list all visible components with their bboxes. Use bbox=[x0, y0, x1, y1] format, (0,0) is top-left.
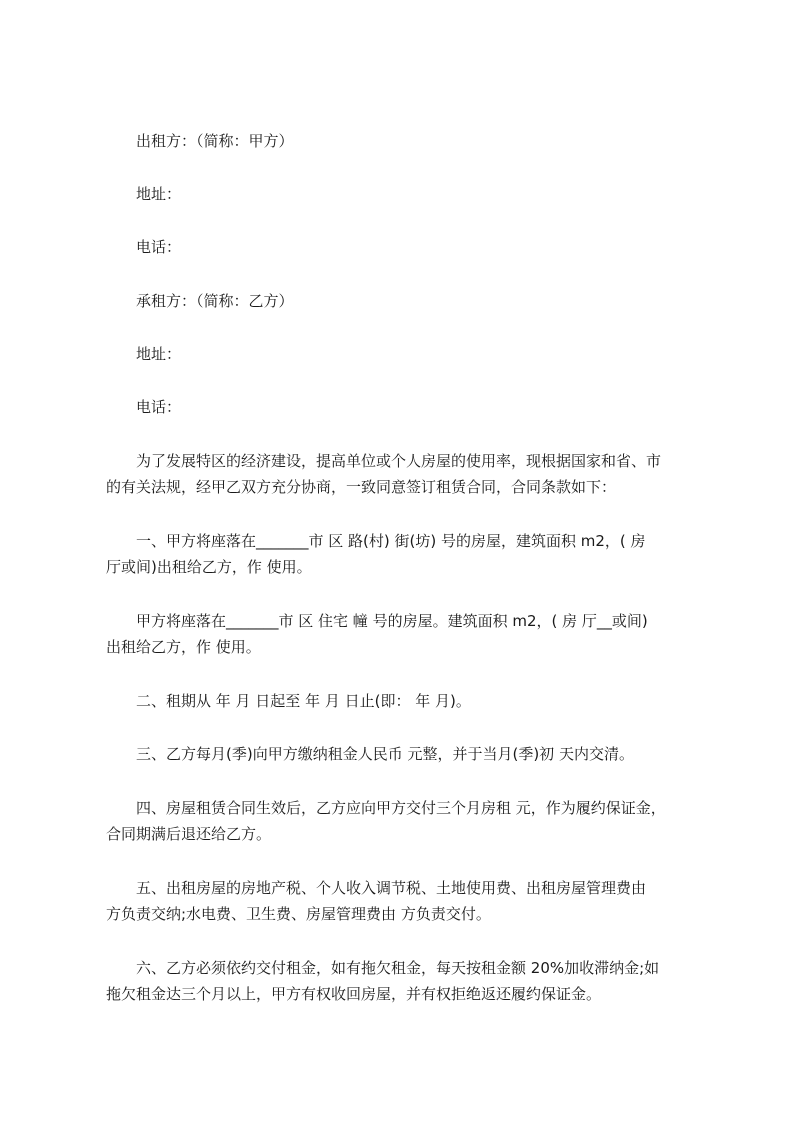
clause-4-line-2: 合同期满后退还给乙方。 bbox=[106, 825, 272, 843]
clause-6-line-1: 六、乙方必须依约交付租金，如有拖欠租金，每天按租金额 20%加收滞纳金;如 bbox=[136, 959, 660, 977]
party-b-address: 地址： bbox=[136, 345, 182, 363]
clause-6-line-2: 拖欠租金达三个月以上，甲方有权收回房屋，并有权拒绝返还履约保证金。 bbox=[106, 985, 602, 1003]
party-b-label: 承租方：（简称：乙方） bbox=[136, 292, 294, 310]
clause-1-line-1: 一、甲方将座落在_______市 区 路(村) 街(坊) 号的房屋，建筑面积 m2，( 房 bbox=[136, 532, 646, 550]
clause-2-line-1: 二、租期从 年 月 日起至 年 月 日止(即： 年 月)。 bbox=[136, 692, 471, 710]
clause-5-line-1: 五、出租房屋的房地产税、个人收入调节税、土地使用费、出租房屋管理费由 bbox=[136, 879, 647, 897]
intro-line-1: 为了发展特区的经济建设，提高单位或个人房屋的使用率，现根据国家和省、市 bbox=[136, 452, 662, 470]
clause-1b-line-2: 出租给乙方，作 使用。 bbox=[106, 638, 261, 656]
clause-5-line-2: 方负责交纳;水电费、卫生费、房屋管理费由 方负责交付。 bbox=[106, 905, 491, 923]
clause-1-line-2: 厅或间)出租给乙方，作 使用。 bbox=[106, 558, 312, 576]
clause-3-line-1: 三、乙方每月(季)向甲方缴纳租金人民币 元整，并于当月(季)初 天内交清。 bbox=[136, 745, 634, 763]
party-a-label: 出租方：（简称：甲方） bbox=[136, 132, 294, 150]
clause-4-line-1: 四、房屋租赁合同生效后，乙方应向甲方交付三个月房租 元，作为履约保证金， bbox=[136, 799, 666, 817]
party-a-phone: 电话： bbox=[136, 238, 182, 256]
party-b-phone: 电话： bbox=[136, 398, 182, 416]
clause-1b-line-1: 甲方将座落在_______市 区 住宅 幢 号的房屋。建筑面积 m2，( 房 厅__或间) bbox=[136, 612, 648, 630]
intro-line-2: 的有关法规，经甲乙双方充分协商，一致同意签订租赁合同，合同条款如下： bbox=[106, 478, 617, 496]
party-a-address: 地址： bbox=[136, 185, 182, 203]
